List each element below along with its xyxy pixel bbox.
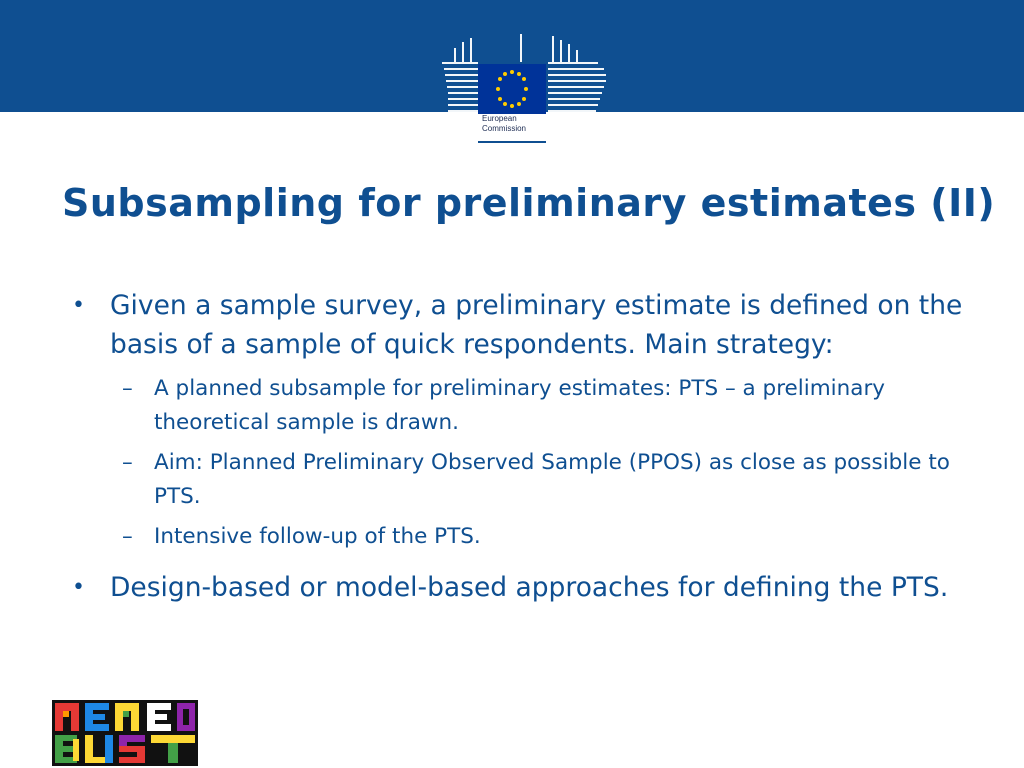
logo-line-european: European [482,114,517,123]
slide-title: Subsampling for preliminary estimates (II) [62,181,996,225]
bullet-item [70,568,970,607]
subbullet-text: A planned subsample for preliminary estimates: PTS – a preliminary theoretical sample is drawn. [154,376,886,435]
meme-bust-logo-icon [52,700,198,766]
bullet-text: Given a sample survey, a preliminary estimate is defined on the basis of a sample of quick respondents. Main strategy: [110,290,963,360]
bullet-text: Design-based or model-based approaches for defining the PTS. [110,572,949,603]
logo-caption [482,114,526,134]
subbullet-item [70,446,970,514]
slide-content [70,286,970,615]
dash-icon: – [122,524,133,549]
bullet-icon: • [72,575,85,600]
dash-icon: – [122,450,133,475]
subbullet-item [70,520,970,554]
subbullet-text: Intensive follow-up of the PTS. [154,524,481,549]
logo-line-commission: Commission [482,124,527,133]
logo-underline [478,141,546,143]
bullet-item [70,286,970,364]
subbullet-text: Aim: Planned Preliminary Observed Sample (PPOS) as close as possible to PTS. [154,450,950,509]
subbullet-item [70,372,970,440]
bullet-icon: • [72,293,85,318]
dash-icon: – [122,376,133,401]
